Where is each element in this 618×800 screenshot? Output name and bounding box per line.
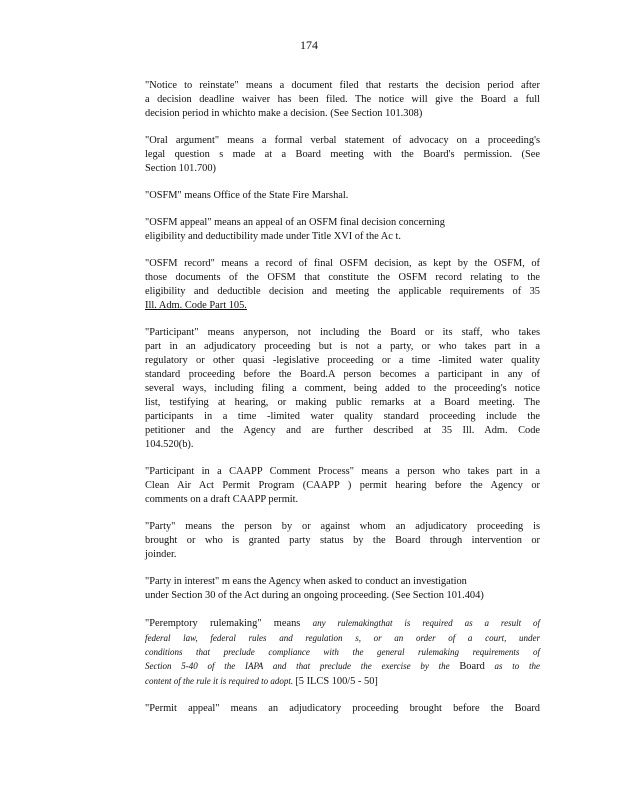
text-line: those documents of the OFSM that constitute the OSFM record relating to the [145, 272, 540, 283]
text-line: comments on a draft CAAPP permit. [145, 494, 299, 505]
text-line: joinder. [145, 549, 177, 560]
definition-participant-caapp [145, 465, 540, 507]
italic-text: any rulemakingthat is required as a result of [312, 618, 540, 628]
definition-osfm-record [145, 257, 540, 313]
text-line: eligibility and deductibility made under Title XVI of the Ac t. [145, 231, 401, 242]
text-line: participants in a time -limited water quality standard proceeding include the [145, 411, 540, 422]
text-line: "Party in interest" m eans the Agency when asked to conduct an investigation [145, 576, 467, 587]
definition-peremptory-rulemaking [145, 616, 540, 689]
definition-notice-to-reinstate [145, 79, 540, 121]
text-line: decision period in whichto make a decision. (See Section 101.308) [145, 108, 423, 119]
italic-text: as to the [494, 661, 541, 671]
text-line: legal question s made at a Board meeting with the Board's permission. (See [145, 149, 540, 160]
text-line: under Section 30 of the Act during an ongoing proceeding. (See Section 101.404) [145, 590, 484, 601]
text-line: brought or who is granted party status by the Board through intervention or [145, 535, 540, 546]
text-line: Clean Air Act Permit Program (CAAPP ) permit hearing before the Agency or [145, 480, 540, 491]
text-line: a decision deadline waiver has been filed. The notice will give the Board a full [145, 94, 540, 105]
definition-party [145, 520, 540, 562]
text-line: conditions that preclude compliance with the general rulemaking requirements of [145, 647, 540, 657]
text-line: list, testifying at hearing, or making public remarks at a Board meeting. The [145, 397, 540, 408]
text-line: regulatory or other quasi -legislative proceeding or a time -limited water quality [145, 355, 540, 366]
page-number: 174 [300, 38, 318, 52]
text-line: eligibility and deductible decision and meeting the applicable requirements of 35 [145, 286, 540, 297]
definition-participant [145, 326, 540, 452]
text-line: "Participant in a CAAPP Comment Process" means a person who takes part in a [145, 466, 540, 477]
text-line: "Party" means the person by or against whom an adjudicatory proceeding is [145, 521, 540, 532]
definitions-body [145, 79, 540, 729]
text-line: part in an adjudicatory proceeding but is not a party, or who takes part in a [145, 341, 540, 352]
definition-osfm [145, 189, 540, 203]
board-word: Board [459, 661, 485, 672]
definition-party-in-interest [145, 575, 540, 603]
text-line: federal law, federal rules and regulation s, or an order of a court, under [145, 633, 540, 643]
text-line: "OSFM record" means a record of final OSFM decision, as kept by the OSFM, of [145, 258, 540, 269]
text-line: 104.520(b). [145, 439, 194, 450]
text-line: Section 101.700) [145, 163, 216, 174]
text-line [145, 674, 540, 689]
text-line: "OSFM appeal" means an appeal of an OSFM final decision concerning [145, 217, 445, 228]
definition-permit-appeal [145, 702, 540, 716]
statute-citation: [5 ILCS 100/5 - 50] [295, 676, 378, 687]
text-line [145, 659, 540, 674]
text-line: "Permit appeal" means an adjudicatory proceeding brought before the Board [145, 703, 540, 714]
text-line: several ways, including filing a comment, being added to the proceeding's notice [145, 383, 540, 394]
text-line: standard proceeding before the Board.A person becomes a participant in any of [145, 369, 540, 380]
text-line-underlined: Ill. Adm. Code Part 105. [145, 300, 247, 311]
text-line: "Notice to reinstate" means a document filed that restarts the decision period after [145, 80, 540, 91]
definition-lead: "Peremptory rulemaking" means [145, 618, 301, 629]
text-line [145, 616, 540, 631]
text-line: petitioner and the Agency and are further described at 35 Ill. Adm. Code [145, 425, 540, 436]
definition-oral-argument [145, 134, 540, 176]
italic-text: Section 5-40 of the IAPA and that preclude the exercise by the [145, 661, 450, 671]
text-line: "Oral argument" means a formal verbal statement of advocacy on a proceeding's [145, 135, 540, 146]
text-line: "Participant" means anyperson, not including the Board or its staff, who takes [145, 327, 540, 338]
italic-text: content of the rule it is required to adopt. [145, 676, 294, 686]
definition-osfm-appeal [145, 216, 540, 244]
text-line: "OSFM" means Office of the State Fire Marshal. [145, 190, 349, 201]
